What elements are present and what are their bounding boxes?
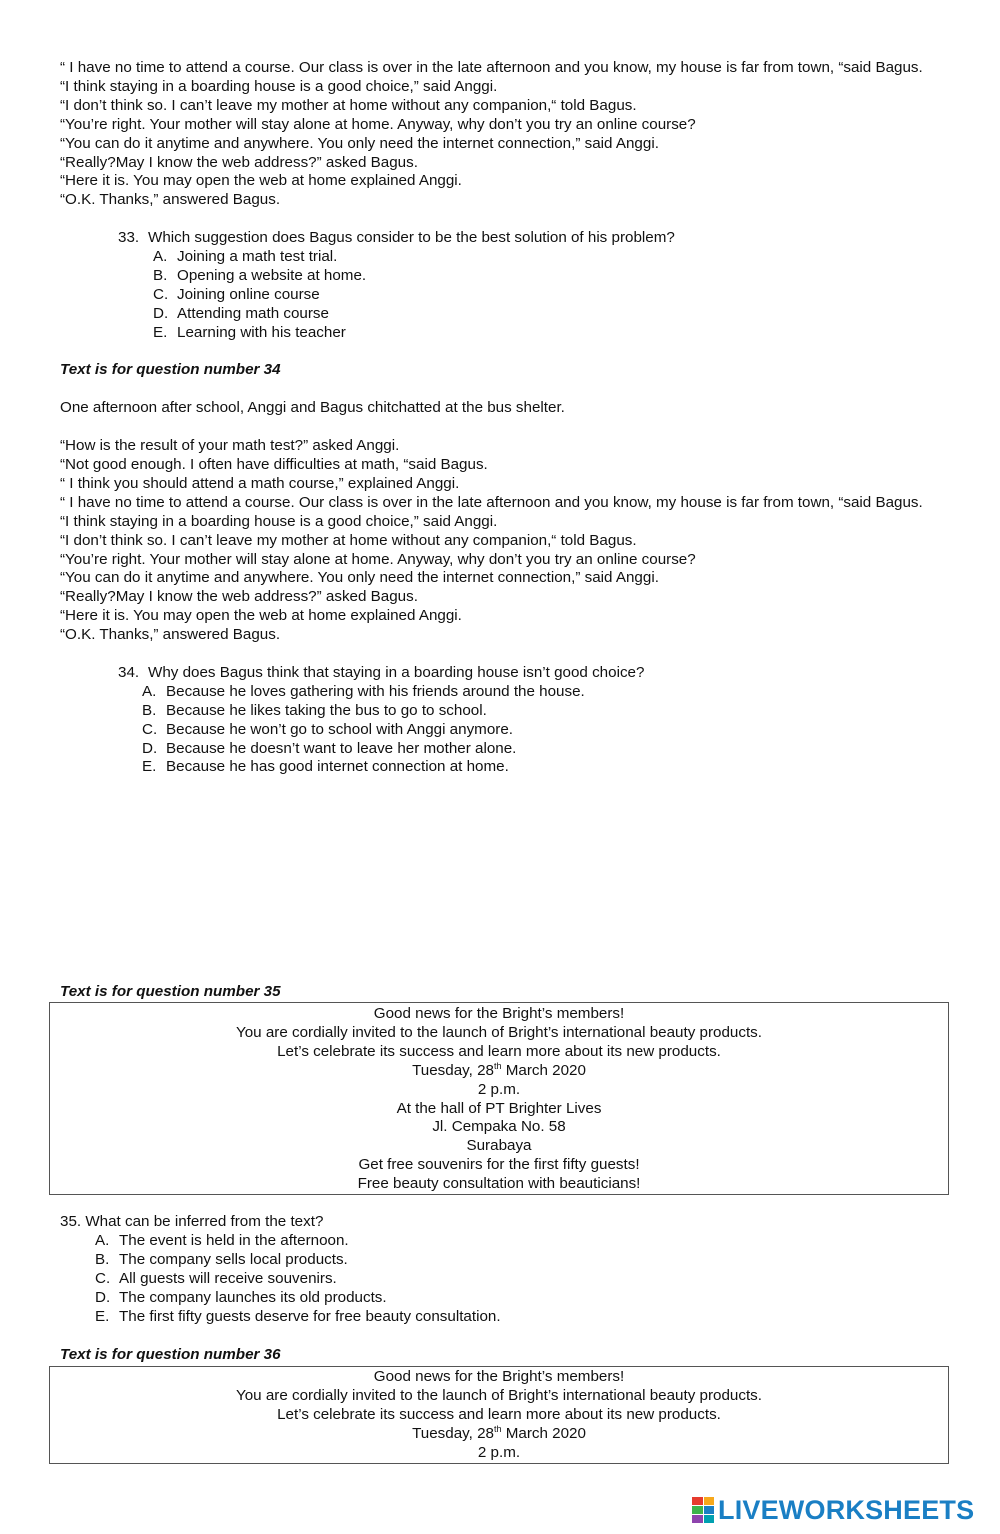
dialogue-line: “You’re right. Your mother will stay alone at home. Anyway, why don’t you try an online course? xyxy=(60,550,696,568)
answer-option[interactable] xyxy=(142,721,945,740)
liveworksheets-logo[interactable] xyxy=(692,1494,992,1526)
option-text: Because he likes taking the bus to go to school. xyxy=(166,701,487,719)
logo-blocks-icon xyxy=(692,1497,714,1523)
dialogue-line: “I don’t think so. I can’t leave my mother at home without any companion,“ told Bagus. xyxy=(60,96,637,114)
invitation-line: You are cordially invited to the launch of Bright’s international beauty products. xyxy=(236,1023,762,1041)
option-text: Joining a math test trial. xyxy=(177,248,338,266)
invitation-address: Jl. Cempaka No. 58 xyxy=(432,1118,566,1136)
invitation-line: You are cordially invited to the launch of Bright’s international beauty products. xyxy=(236,1386,762,1404)
answer-option[interactable] xyxy=(153,267,945,286)
option-text: Learning with his teacher xyxy=(177,323,346,341)
invitation-date: Tuesday, 28th March 2020 xyxy=(412,1423,586,1442)
option-letter: B. xyxy=(153,266,168,284)
question-33 xyxy=(60,229,945,342)
dialogue-line: “I think staying in a boarding house is a good choice,” said Anggi. xyxy=(60,77,498,95)
option-text: Because he loves gathering with his friends around the house. xyxy=(166,682,585,700)
dialogue-line: “I don’t think so. I can’t leave my mother at home without any companion,“ told Bagus. xyxy=(60,531,637,549)
option-text: The first fifty guests deserve for free beauty consultation. xyxy=(119,1307,501,1325)
question-number: 34. xyxy=(118,663,140,681)
option-text: The company launches its old products. xyxy=(119,1288,387,1306)
dialogue-line: “Not good enough. I often have difficulties at math, “said Bagus. xyxy=(60,455,488,473)
dialogue-line: “I think staying in a boarding house is a good choice,” said Anggi. xyxy=(60,512,498,530)
question-number: 33. xyxy=(118,229,140,247)
dialogue-line: “O.K. Thanks,” answered Bagus. xyxy=(60,626,281,644)
dialogue-line: “You’re right. Your mother will stay alone at home. Anyway, why don’t you try an online course? xyxy=(60,115,696,133)
dialogue-line: “How is the result of your math test?” asked Anggi. xyxy=(60,437,400,455)
dialogue-line: “ I have no time to attend a course. Our class is over in the late afternoon and you know, my house is far from town, “said Bagus. xyxy=(60,493,923,511)
option-text: Because he has good internet connection at home. xyxy=(166,758,509,776)
invitation-line: Let’s celebrate its success and learn more about its new products. xyxy=(277,1405,721,1423)
option-letter: E. xyxy=(95,1307,110,1325)
option-letter: A. xyxy=(153,248,168,266)
option-letter: D. xyxy=(142,739,158,757)
answer-option[interactable] xyxy=(153,248,945,267)
option-text: All guests will receive souvenirs. xyxy=(119,1269,337,1287)
option-letter: B. xyxy=(142,701,157,719)
invitation-line: Let’s celebrate its success and learn more about its new products. xyxy=(277,1042,721,1060)
option-letter: C. xyxy=(153,285,169,303)
option-letter: D. xyxy=(95,1288,111,1306)
invitation-city: Surabaya xyxy=(466,1137,532,1155)
dialogue-line: “Really?May I know the web address?” asked Bagus. xyxy=(60,153,418,171)
dialogue-line: “You can do it anytime and anywhere. You only need the internet connection,” said Anggi. xyxy=(60,134,659,152)
option-text: Joining online course xyxy=(177,285,320,303)
option-letter: E. xyxy=(142,758,157,776)
answer-option[interactable] xyxy=(95,1270,945,1289)
question-text: 35. What can be inferred from the text? xyxy=(60,1213,324,1230)
invitation-box-35 xyxy=(49,1002,949,1195)
question-text: Why does Bagus think that staying in a boarding house isn’t good choice? xyxy=(148,663,645,681)
answer-option[interactable] xyxy=(95,1308,945,1327)
invitation-date: Tuesday, 28th March 2020 xyxy=(412,1060,586,1079)
option-text: Attending math course xyxy=(177,304,329,322)
invitation-line: Get free souvenirs for the first fifty guests! xyxy=(358,1156,640,1174)
dialogue-line: “ I think you should attend a math course,” explained Anggi. xyxy=(60,474,460,492)
answer-option[interactable] xyxy=(142,683,945,702)
option-text: Because he won’t go to school with Anggi anymore. xyxy=(166,720,513,738)
section-heading-36: Text is for question number 36 xyxy=(60,1346,281,1363)
dialogue-line: “Really?May I know the web address?” asked Bagus. xyxy=(60,588,418,606)
option-letter: A. xyxy=(142,682,157,700)
invitation-line: Good news for the Bright’s members! xyxy=(373,1368,625,1385)
option-text: Opening a website at home. xyxy=(177,266,367,284)
option-letter: A. xyxy=(95,1231,110,1249)
answer-option[interactable] xyxy=(95,1251,945,1270)
answer-options xyxy=(153,248,945,343)
dialogue-line: “Here it is. You may open the web at home explained Anggi. xyxy=(60,172,462,190)
question-34 xyxy=(60,664,945,777)
answer-option[interactable] xyxy=(153,305,945,324)
invitation-time: 2 p.m. xyxy=(477,1080,521,1098)
answer-options xyxy=(142,683,945,778)
section-heading-34: Text is for question number 34 xyxy=(60,361,281,379)
answer-option[interactable] xyxy=(142,758,945,777)
invitation-box-36 xyxy=(49,1366,949,1464)
option-text: The company sells local products. xyxy=(119,1250,348,1268)
dialogue-line: “You can do it anytime and anywhere. You only need the internet connection,” said Anggi. xyxy=(60,569,659,587)
answer-options xyxy=(95,1232,945,1327)
answer-option[interactable] xyxy=(95,1289,945,1308)
answer-option[interactable] xyxy=(153,286,945,305)
dialogue-line: “O.K. Thanks,” answered Bagus. xyxy=(60,191,281,209)
question-text: Which suggestion does Bagus consider to be the best solution of his problem? xyxy=(148,229,675,247)
dialogue-b xyxy=(60,437,945,645)
intro-34: One afternoon after school, Anggi and Bagus chitchatted at the bus shelter. xyxy=(60,399,565,417)
answer-option[interactable] xyxy=(142,740,945,759)
option-letter: C. xyxy=(95,1269,111,1287)
dialogue-a xyxy=(60,59,945,210)
option-letter: D. xyxy=(153,304,169,322)
section-heading-35: Text is for question number 35 xyxy=(60,983,281,1000)
option-letter: C. xyxy=(142,720,158,738)
invitation-line: Free beauty consultation with beauticians! xyxy=(357,1175,641,1193)
option-text: The event is held in the afternoon. xyxy=(119,1231,349,1249)
worksheet-page xyxy=(60,59,945,777)
option-letter: E. xyxy=(153,323,168,341)
option-letter: B. xyxy=(95,1250,110,1268)
dialogue-line: “ I have no time to attend a course. Our class is over in the late afternoon and you know, my house is far from town, “said Bagus. xyxy=(60,59,923,76)
option-text: Because he doesn’t want to leave her mother alone. xyxy=(166,739,517,757)
dialogue-line: “Here it is. You may open the web at home explained Anggi. xyxy=(60,607,462,625)
invitation-line: Good news for the Bright’s members! xyxy=(373,1005,625,1022)
invitation-venue: At the hall of PT Brighter Lives xyxy=(396,1099,602,1117)
answer-option[interactable] xyxy=(142,702,945,721)
question-35 xyxy=(60,1213,945,1326)
answer-option[interactable] xyxy=(95,1232,945,1251)
logo-text: LIVEWORKSHEETS xyxy=(718,1494,975,1525)
answer-option[interactable] xyxy=(153,324,945,343)
invitation-time: 2 p.m. xyxy=(477,1443,521,1461)
